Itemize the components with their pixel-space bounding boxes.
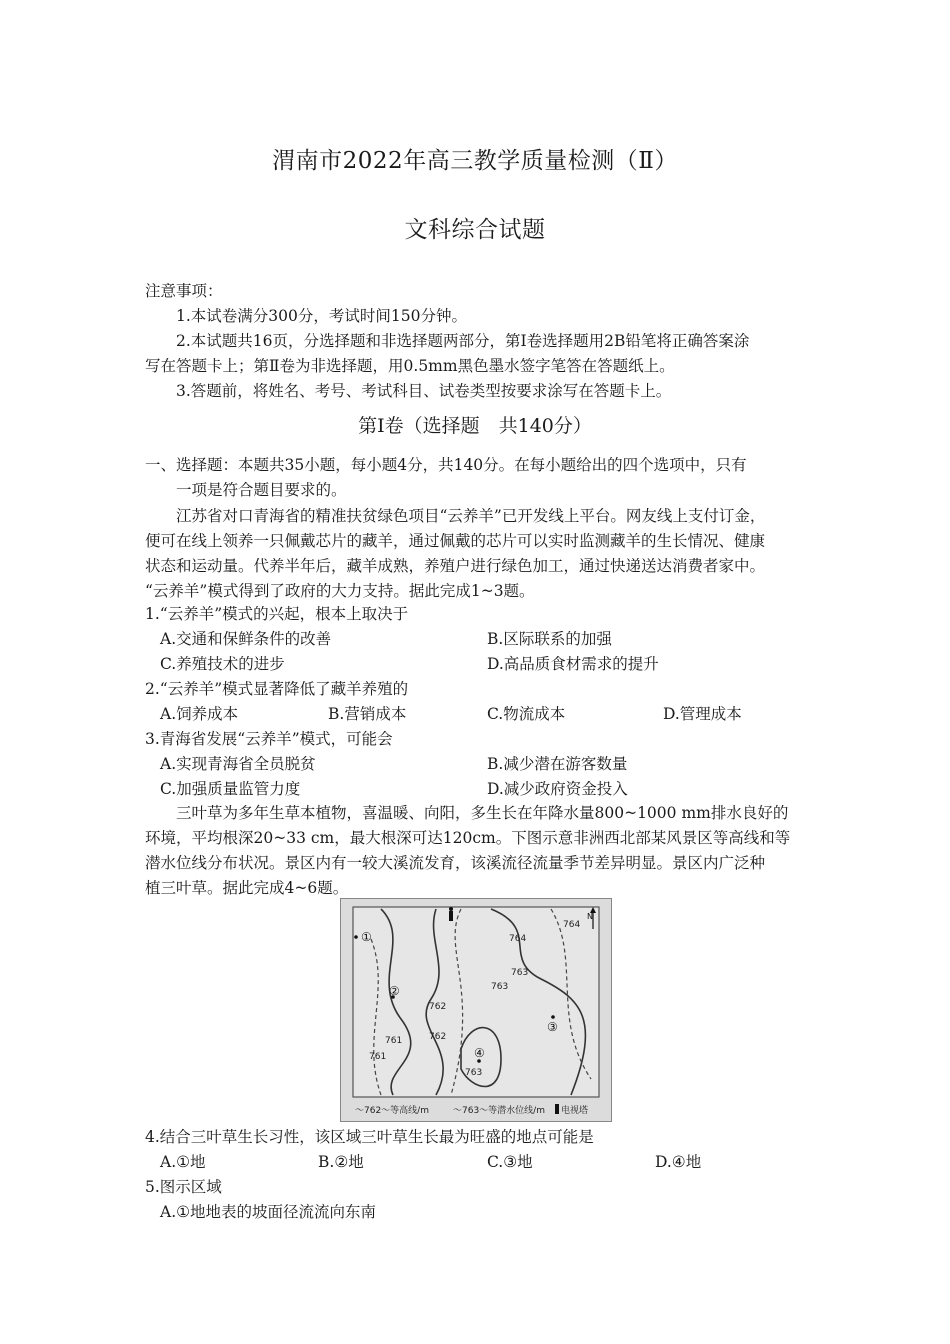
site-dot [551,1015,555,1019]
option-d: D.④地 [655,1153,702,1171]
option-d: D.管理成本 [663,705,742,723]
option-a: A.实现青海省全员脱贫 [160,755,316,773]
contour-map-figure [340,898,612,1122]
north-label: N [587,912,593,921]
question-stem: 3.青海省发展“云养羊”模式，可能会 [145,730,393,748]
section-title: 第Ⅰ卷（选择题 共140分） [358,415,592,437]
passage-line: 状态和运动量。代养半年后，藏羊成熟，养殖户进行绿色加工，通过快递送达消费者家中。 [145,557,766,575]
legend-water-table: ～763～等潜水位线/m [453,1106,545,1116]
legend-contour: ～762～等高线/m [355,1106,429,1116]
contour-label: 761 [385,1036,403,1046]
passage-line: 植三叶草。据此完成4~6题。 [145,879,349,897]
notice-item: 3.答题前，将姓名、考号、考试科目、试卷类型按要求涂写在答题卡上。 [176,382,672,400]
option-c: C.③地 [487,1153,533,1171]
site-label: ③ [547,1020,558,1034]
contour-label: 763 [465,1068,483,1078]
option-c: C.养殖技术的进步 [160,655,285,673]
site-label: ② [389,984,400,998]
legend-tv-tower-icon [555,1104,559,1114]
option-b: B.减少潜在游客数量 [487,755,628,773]
site-label: ① [361,930,372,944]
passage-line: 潜水位线分布状况。景区内有一较大溪流发育，该溪流径流量季节差异明显。景区内广泛种 [145,854,766,872]
notice-item: 2.本试题共16页，分选择题和非选择题两部分，第Ⅰ卷选择题用2B铅笔将正确答案涂 [176,332,750,350]
option-a: A.①地 [160,1153,206,1171]
site-label: ④ [474,1046,485,1060]
passage-line: “云养羊”模式得到了政府的大力支持。据此完成1~3题。 [145,582,535,600]
option-d: D.高品质食材需求的提升 [487,655,659,673]
contour-label: 762 [429,1032,447,1042]
question-stem: 1.“云养羊”模式的兴起，根本上取决于 [145,605,409,623]
notice-heading: 注意事项： [145,282,223,300]
site-dot [354,935,358,939]
question-stem: 5.图示区域 [145,1178,222,1196]
contour-label: 761 [369,1052,387,1062]
question-stem: 2.“云养羊”模式显著降低了藏羊养殖的 [145,680,409,698]
option-c: C.加强质量监管力度 [160,780,301,798]
option-b: B.区际联系的加强 [487,630,612,648]
passage-line: 便可在线上领养一只佩戴芯片的藏羊，通过佩戴的芯片可以实时监测藏羊的生长情况、健康 [145,532,766,550]
contour-label: 764 [509,934,527,944]
option-c: C.物流成本 [487,705,566,723]
option-a: A.交通和保鲜条件的改善 [160,630,332,648]
exam-title: 渭南市2022年高三教学质量检测（Ⅱ） [272,148,678,174]
option-d: D.减少政府资金投入 [487,780,628,798]
question-stem: 4.结合三叶草生长习性，该区域三叶草生长最为旺盛的地点可能是 [145,1128,594,1146]
option-b: B.②地 [318,1153,364,1171]
contour-label: 763 [511,968,529,978]
contour-label: 763 [491,982,509,992]
option-a: A.饲养成本 [160,705,239,723]
legend-tv-tower: 电视塔 [561,1106,589,1116]
section-instruction: 一项是符合题目要求的。 [176,481,347,499]
section-instruction: 一、选择题：本题共35小题，每小题4分，共140分。在每小题给出的四个选项中，只有 [145,456,747,474]
passage-line: 三叶草为多年生草本植物，喜温暖、向阳，多生长在年降水量800~1000 mm排水良好的 [176,804,789,822]
contour-map [341,899,611,1121]
notice-item: 写在答题卡上；第Ⅱ卷为非选择题，用0.5mm黑色墨水签字笔答在答题纸上。 [145,357,675,375]
option-a: A.①地地表的坡面径流流向东南 [160,1203,377,1221]
contour-label: 764 [563,920,581,930]
contour-label: 762 [429,1002,447,1012]
notice-item: 1.本试卷满分300分，考试时间150分钟。 [176,307,467,325]
passage-line: 环境，平均根深20~33 cm，最大根深可达120cm。下图示意非洲西北部某风景区等高线和等 [145,829,791,847]
tv-tower-icon [449,907,453,921]
exam-subtitle: 文科综合试题 [404,217,546,243]
option-b: B.营销成本 [328,705,407,723]
passage-line: 江苏省对口青海省的精准扶贫绿色项目“云养羊”已开发线上平台。网友线上支付订金， [176,507,766,525]
